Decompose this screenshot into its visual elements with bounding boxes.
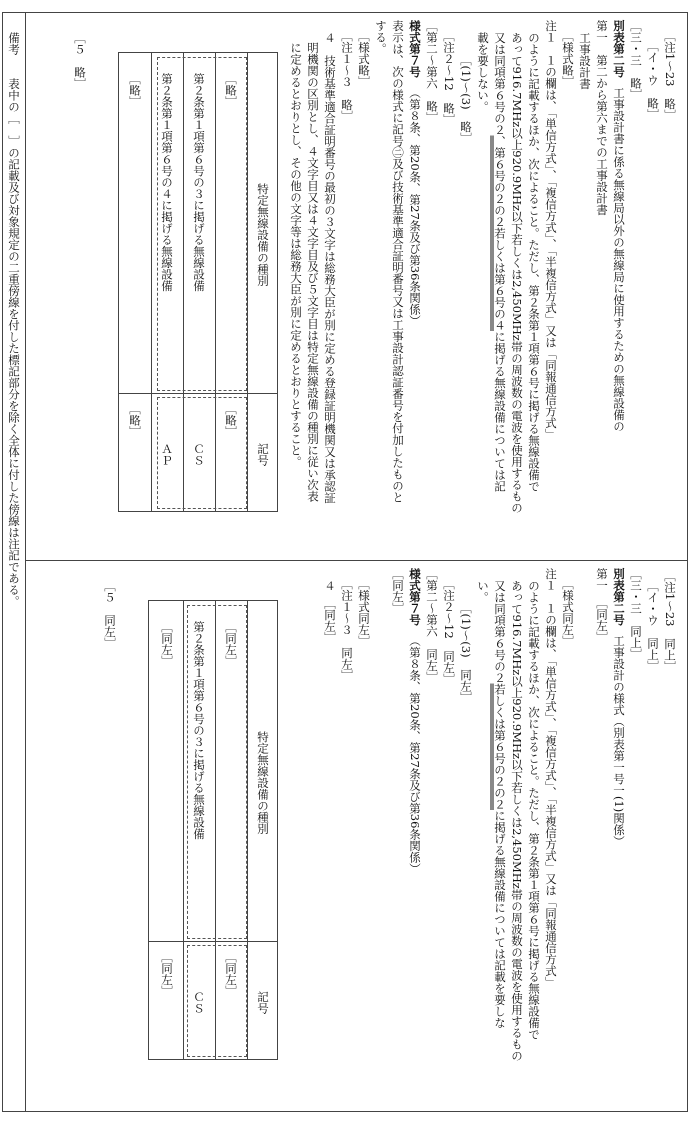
note5: ［５ 同左］ <box>103 580 117 649</box>
note-1-3: ［注１～３ 略］ <box>340 30 354 122</box>
note1-line-2: のように記載するほか、次によること。ただし、第２条第１項第６号に掲げる無線設備で <box>527 32 541 492</box>
note1-line-1: 注１ １の欄は、「単信方式」、「複信方式」、「半複信方式」又は「同報通信方式」 <box>544 568 558 988</box>
daiichi-line: 第一 ［同左］ <box>595 568 609 643</box>
remarks-column <box>2 12 26 1112</box>
table-row-code: ＣＳ <box>192 991 206 1014</box>
table-row-type: ［同左］ <box>160 621 174 667</box>
table-row-code: ［同左］ <box>160 951 174 997</box>
style-same-2: ［様式同左］ <box>357 578 371 647</box>
form7-title: 様式第７号 <box>408 20 422 78</box>
form2-text: 工事設計書に係る無線局以外の無線局に使用するための無線設備の <box>612 87 626 433</box>
note1-line-4 <box>491 32 508 492</box>
table-row-type: ［略］ <box>224 73 238 108</box>
notes-top-3: ［三・三 同上］ <box>629 568 643 660</box>
daiichi-line: 第一 第二から第六までの工事設計書 <box>595 20 609 216</box>
note1-amended-text: 、第６号の２の２若しくは第６号の４ <box>493 135 507 331</box>
form7-line-2: する。 <box>374 20 388 55</box>
note2: ［注２～12 略］ <box>442 30 456 126</box>
note1-line-5: い。 <box>476 580 490 603</box>
note4-line-2: 明機関の区別とし、４文字目又は４文字目及び５文字目は特定無線設備の種別に従い次表 <box>306 42 320 502</box>
form2-title: 別表第二号 <box>612 20 626 78</box>
note1-current-text: 若しくは第６号の２の２ <box>493 683 507 810</box>
form7-heading <box>406 20 423 327</box>
note1-line-4 <box>491 580 508 1029</box>
table-row-code: ［略］ <box>224 403 238 438</box>
form7-title: 様式第７号 <box>408 568 422 626</box>
table-header-type: 特定無線設備の種別 <box>256 731 270 835</box>
note1-line-4-tail: に掲げる無線設備については記 <box>493 331 507 492</box>
note2: ［注２～12 同左］ <box>442 578 456 685</box>
daini: ［第二～第六 略］ <box>425 20 439 124</box>
notes-top-1: ［注1～23 同上］ <box>663 570 677 673</box>
form7-heading <box>406 568 423 875</box>
symbol-table <box>118 52 278 512</box>
note-1-3: ［注１～３ 同左］ <box>340 578 354 682</box>
table-header-code: 記号 <box>256 443 270 466</box>
notes-top-2: ［イ・ウ 略］ <box>646 40 660 121</box>
note4-line-3: に定めるとおりとし、その他の文字等は総務大臣が別に定めるとおりとすること。 <box>289 42 303 468</box>
note4: ４ ［同左］ <box>323 580 337 644</box>
form7-same: ［同左］ <box>391 568 405 614</box>
note1-line-5: 載を要しない。 <box>476 32 490 113</box>
symbol-table <box>148 600 278 1060</box>
table-row-type: 第２条第１項第６号の３に掲げる無線設備 <box>192 73 206 292</box>
table-header-code: 記号 <box>256 991 270 1014</box>
style-omitted-2: ［様式略］ <box>357 30 371 88</box>
note5: ［５ 略］ <box>73 32 87 90</box>
current-section <box>26 560 688 1112</box>
note1-line-4-head: 又は同項第６号の２ <box>493 580 507 684</box>
table-row-code: ＣＳ <box>192 443 206 466</box>
daini: ［第二～第六 同左］ <box>425 568 439 683</box>
table-row-code: ＡＰ <box>160 443 174 466</box>
notes-top-2: ［イ・ウ 同上］ <box>646 580 660 672</box>
note4-line-1: ４ 技術基準適合証明番号の最初の３文字は総務大臣が別に定める登録証明機関又は承認証 <box>323 32 337 504</box>
sub-note: ［(1)～(3) 略］ <box>459 54 473 145</box>
amended-section <box>26 12 688 560</box>
note1-line-2: のように記載するほか、次によること。ただし、第２条第１項第６号に掲げる無線設備で <box>527 580 541 1040</box>
sub-note: ［(1)～(3) 同左］ <box>459 602 473 704</box>
note1-line-3: あって916.7MHz以上920.9MHz以下若しくは2,450MHz帯の周波数の電波を使用するもの <box>510 580 524 1062</box>
form2-title: 別表第二号 <box>612 568 626 626</box>
style-same: ［様式同左］ <box>561 578 575 647</box>
table-row-code: ［同左］ <box>224 951 238 997</box>
table-row-type: ［同左］ <box>224 621 238 667</box>
table-row-type: 第２条第１項第６号の３に掲げる無線設備 <box>192 621 206 840</box>
note1-line-4-tail: に掲げる無線設備については記載を要しな <box>493 810 507 1029</box>
table-row-type: ［略］ <box>128 73 142 108</box>
form7-ref: （第８条、第20条、第27条及び第36条関係） <box>408 635 422 875</box>
note1-line-1: 注１ １の欄は、「単信方式」、「複信方式」、「半複信方式」又は「同報通信方式」 <box>544 20 558 440</box>
table-row-type: 第２条第１項第６号の４に掲げる無線設備 <box>160 73 174 292</box>
table-header-type: 特定無線設備の種別 <box>256 183 270 287</box>
notes-top-3: ［三・三 略］ <box>629 20 643 101</box>
remarks-note: 表中の［ ］の記載及び対象規定の二重傍線を付した標記部分を除く全体に付した傍線は注記である。 <box>7 78 21 607</box>
form7-line-1: 表示は、次の様式に記号㊁及び技術基準適合証明番号又は工事設計認証番号を付加したものと <box>391 20 405 503</box>
form2-heading <box>610 20 627 432</box>
daiichi-subline: 工事設計書 <box>578 32 592 90</box>
note1-line-3: あって916.7MHz以上920.9MHz以下若しくは2,450MHz帯の周波数の電波を使用するもの <box>510 32 524 514</box>
form2-text: 工事設計の様式（別表第一号一(1)関係） <box>612 635 626 847</box>
style-omitted: ［様式略］ <box>561 30 575 88</box>
form7-ref: （第８条、第20条、第27条及び第36条関係） <box>408 87 422 327</box>
table-row-code: ［略］ <box>128 403 142 438</box>
remarks-label: 備考 <box>7 32 21 55</box>
form2-heading <box>610 568 627 847</box>
notes-top-1: ［注1～23 略］ <box>663 30 677 121</box>
note1-line-4-head: 又は同項第６号の２ <box>493 32 507 136</box>
